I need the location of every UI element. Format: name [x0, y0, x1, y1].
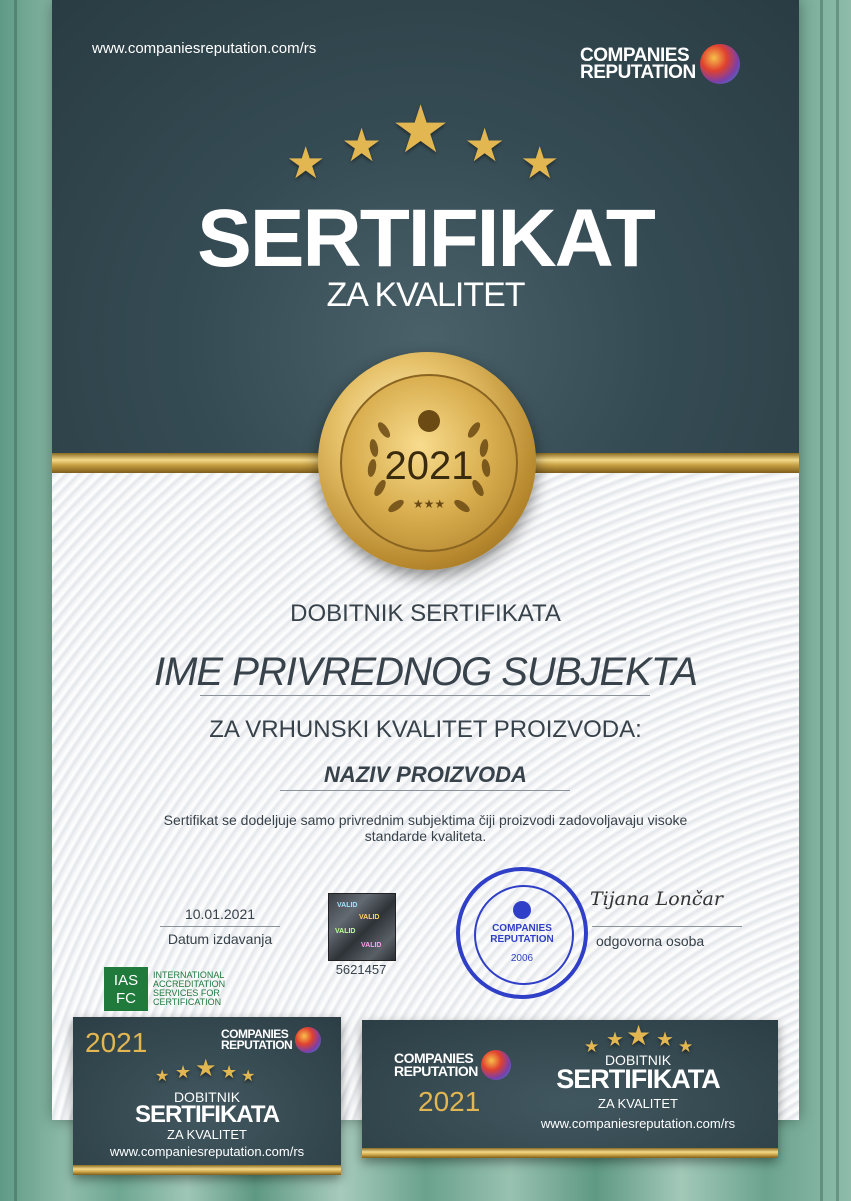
- stamp-year: 2006: [510, 953, 534, 964]
- product-name-underline: [280, 790, 570, 791]
- badge-large-quality: ZA KVALITET: [598, 1096, 678, 1111]
- badge-small-year: 2021: [85, 1027, 148, 1058]
- badge-large-winner: DOBITNIK: [604, 1052, 672, 1068]
- star-icon: ★: [221, 1062, 238, 1082]
- logo-line-1: COMPANIES: [580, 44, 690, 66]
- globe-icon: [481, 1050, 511, 1080]
- star-icon: ★: [391, 92, 451, 166]
- star-icon: ★: [464, 119, 506, 171]
- badge-large-certificates: SERTIFIKATA: [556, 1064, 720, 1094]
- companies-reputation-logo: [580, 44, 740, 84]
- certificate-title: SERTIFIKAT: [197, 193, 654, 284]
- wood-plank-seam: [836, 0, 839, 1201]
- company-name: IME PRIVREDNOG SUBJEKTA: [153, 650, 697, 694]
- star-icon: ★: [195, 1055, 217, 1082]
- badge-small-gold-band: [73, 1165, 341, 1175]
- star-icon: ★: [584, 1037, 600, 1056]
- wood-plank-seam: [14, 0, 17, 1201]
- signature-label: odgovorna osoba: [596, 933, 705, 949]
- wood-plank-seam: [820, 0, 823, 1201]
- badge-small-quality: ZA KVALITET: [167, 1127, 247, 1142]
- gold-medal: [318, 352, 536, 570]
- accreditation-text: INTERNATIONAL ACCREDITATION SERVICES FOR CERTIFICATION: [153, 970, 226, 1007]
- badge-small-certificates: SERTIFIKATA: [134, 1101, 280, 1128]
- medal-year: 2021: [384, 444, 474, 488]
- star-icon: ★: [175, 1062, 192, 1082]
- badge-small-logo: COMPANIES REPUTATION: [221, 1027, 321, 1053]
- issue-date-label: Datum izdavanja: [167, 931, 273, 947]
- badge-large-year: 2021: [418, 1086, 481, 1117]
- badge-large-logo: COMPANIES REPUTATION: [394, 1050, 511, 1080]
- serial-number: 5621457: [335, 962, 387, 977]
- star-icon: ★: [520, 139, 560, 188]
- star-icon: ★: [286, 139, 326, 188]
- certificate: [52, 0, 799, 1120]
- issue-date: 10.01.2021: [184, 906, 256, 922]
- hologram-sticker: VALID VALID VALID VALID: [328, 893, 396, 961]
- date-underline: [160, 926, 280, 927]
- accreditation-logo: [104, 967, 243, 1011]
- star-icon: ★: [241, 1068, 256, 1085]
- certificate-description: Sertifikat se dodeljuje samo privrednim subjektima čiji proizvodi zadovoljavaju visoke standarde kvaliteta.: [163, 812, 688, 845]
- badge-small: [73, 1017, 341, 1175]
- star-icon: ★: [155, 1068, 170, 1085]
- stamp-line-1: COMPANIES: [492, 923, 552, 934]
- medal-inner: [340, 374, 518, 552]
- globe-icon: [700, 44, 740, 84]
- badge-small-winner: DOBITNIK: [173, 1089, 241, 1105]
- stamp-globe-icon: [513, 901, 531, 919]
- iasfc-emblem: IAS FC: [104, 967, 148, 1011]
- star-icon: ★: [656, 1029, 674, 1051]
- star-icon: ★: [626, 1020, 652, 1051]
- company-name-underline: [200, 695, 650, 696]
- signature: Tijana Lončar: [590, 888, 723, 910]
- badge-large-url: www.companiesreputation.com/rs: [540, 1116, 736, 1131]
- badge-large: [362, 1020, 778, 1158]
- logo-line-2: REPUTATION: [580, 62, 696, 83]
- star-icon: ★: [341, 119, 383, 171]
- globe-icon: [295, 1027, 321, 1053]
- stamp-line-2: REPUTATION: [490, 934, 554, 945]
- certificate-subtitle: ZA KVALITET: [326, 276, 525, 314]
- signature-underline: [592, 926, 742, 927]
- quality-label: ZA VRHUNSKI KVALITET PROIZVODA:: [209, 716, 642, 743]
- star-icon: ★: [678, 1037, 694, 1056]
- svg-text:★★★: ★★★: [412, 497, 446, 511]
- product-name: NAZIV PROIZVODA: [324, 762, 527, 787]
- badge-large-gold-band: [362, 1148, 778, 1158]
- official-stamp: [456, 867, 588, 999]
- badge-small-url: www.companiesreputation.com/rs: [109, 1144, 305, 1159]
- winner-label: DOBITNIK SERTIFIKATA: [290, 600, 561, 627]
- star-icon: ★: [606, 1029, 624, 1051]
- certificate-url: www.companiesreputation.com/rs: [92, 40, 317, 57]
